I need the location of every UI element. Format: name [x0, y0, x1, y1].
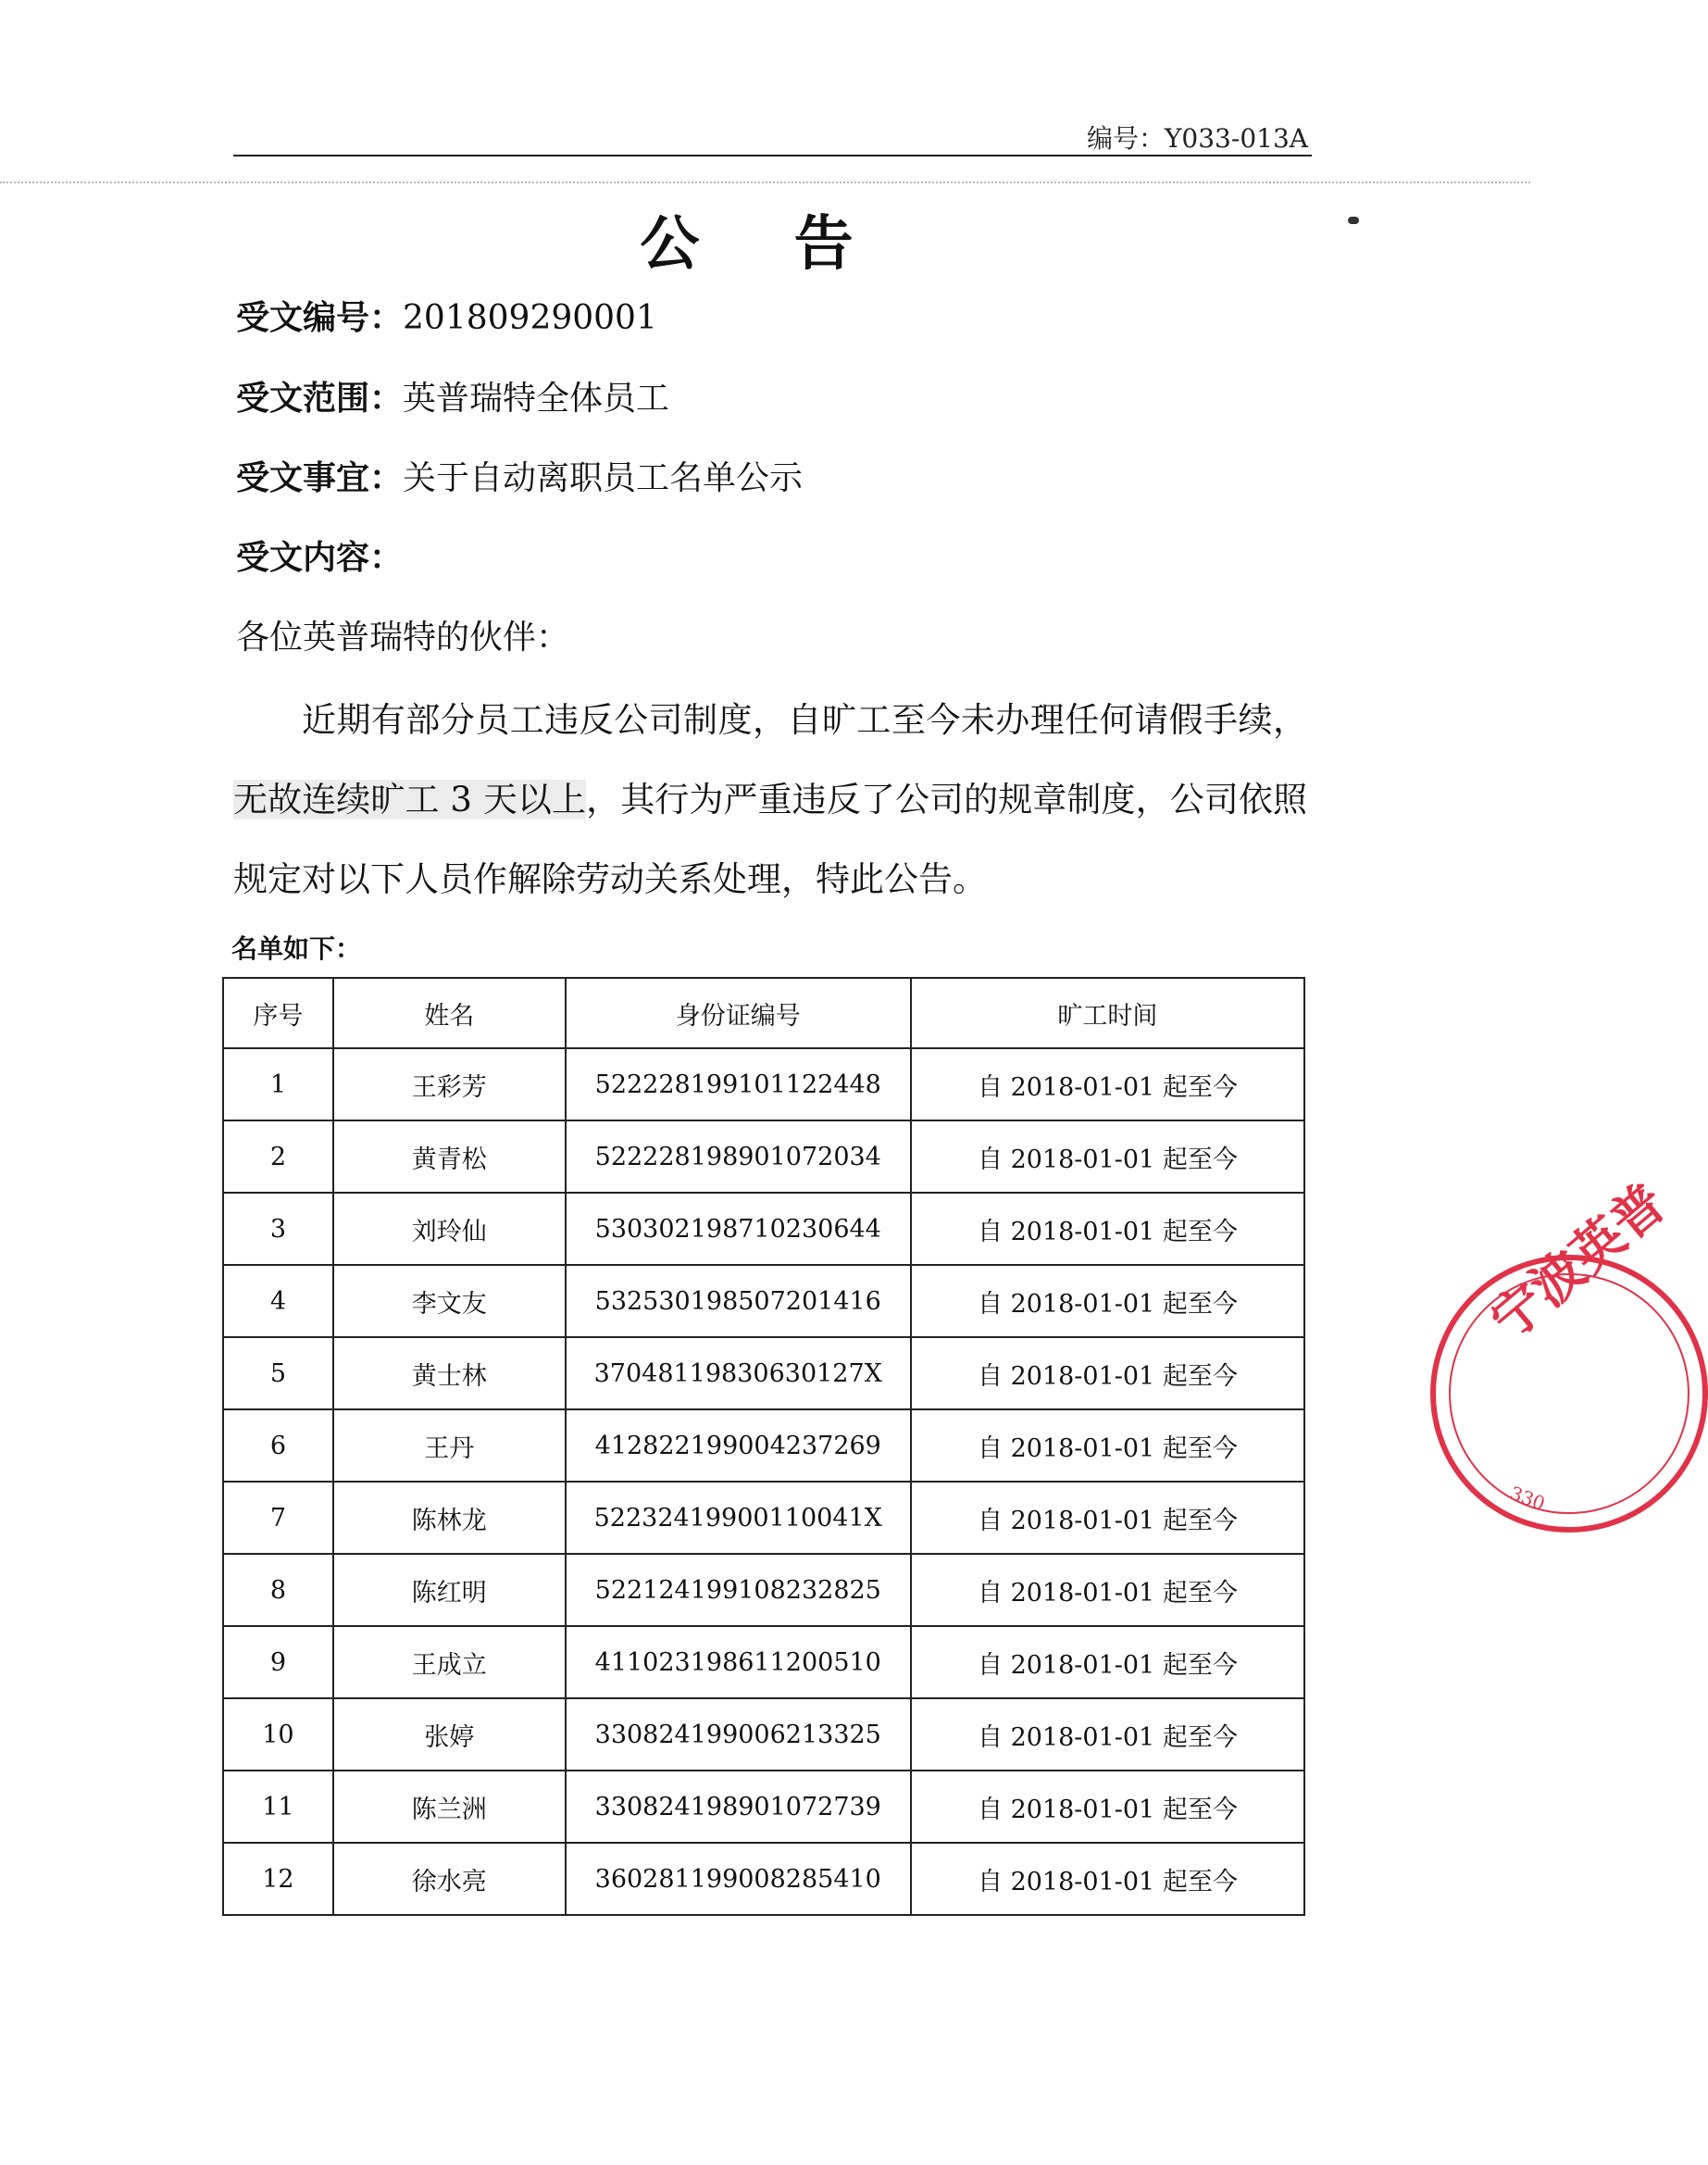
cell-absence-time: 自 2018-01-01 起至今 — [911, 1265, 1304, 1337]
scope-label: 受文范围： — [236, 380, 404, 418]
cell-name: 王成立 — [333, 1626, 566, 1698]
table-row — [223, 1843, 1304, 1915]
cell-absence-time: 自 2018-01-01 起至今 — [911, 1337, 1304, 1409]
cell-id-number: 37048119830630127X — [566, 1337, 911, 1409]
notice-title: 公 告 — [640, 210, 891, 279]
cell-no: 8 — [223, 1554, 333, 1626]
table-body — [223, 1048, 1304, 1915]
cell-id-number: 522124199108232825 — [566, 1554, 911, 1626]
header-absence-time: 旷工时间 — [911, 978, 1304, 1048]
scope-value: 英普瑞特全体员工 — [403, 380, 670, 418]
cell-id-number: 330824198901072739 — [566, 1771, 911, 1843]
cell-name: 黄士林 — [333, 1337, 566, 1409]
seal-text: 宁波英普 — [1479, 1172, 1678, 1352]
cell-name: 陈兰洲 — [333, 1771, 566, 1843]
cell-name: 陈林龙 — [333, 1482, 566, 1554]
cell-name: 王丹 — [333, 1409, 566, 1482]
table-row — [223, 1193, 1304, 1265]
employee-table — [222, 977, 1305, 1916]
cell-id-number: 522228198901072034 — [566, 1120, 911, 1193]
table-row — [223, 1698, 1304, 1771]
cell-id-number: 530302198710230644 — [566, 1193, 911, 1265]
header-rule — [233, 155, 1312, 156]
greeting: 各位英普瑞特的伙伴： — [236, 619, 570, 657]
table-row — [223, 1048, 1304, 1120]
cell-no: 9 — [223, 1626, 333, 1698]
cell-absence-time: 自 2018-01-01 起至今 — [911, 1482, 1304, 1554]
cell-name: 刘玲仙 — [333, 1193, 566, 1265]
seal-number: 330 — [1507, 1482, 1549, 1515]
table-row — [223, 1337, 1304, 1409]
cell-id-number: 412822199004237269 — [566, 1409, 911, 1482]
table-header-row — [223, 978, 1304, 1048]
cell-absence-time: 自 2018-01-01 起至今 — [911, 1843, 1304, 1915]
cell-name: 黄青松 — [333, 1120, 566, 1193]
cell-absence-time: 自 2018-01-01 起至今 — [911, 1409, 1304, 1482]
document-number: 编号：Y033-013A — [1086, 123, 1308, 154]
ref-no-value: 201809290001 — [403, 299, 657, 337]
cell-absence-time: 自 2018-01-01 起至今 — [911, 1698, 1304, 1771]
subject-label: 受文事宜： — [236, 459, 404, 497]
ref-no-label: 受文编号： — [236, 299, 404, 337]
content-field — [236, 532, 403, 579]
cell-no: 7 — [223, 1482, 333, 1554]
cell-id-number: 52232419900110041X — [566, 1482, 911, 1554]
notice-paragraph — [233, 681, 1307, 920]
table-row — [223, 1554, 1304, 1626]
cell-absence-time: 自 2018-01-01 起至今 — [911, 1120, 1304, 1193]
cell-absence-time: 自 2018-01-01 起至今 — [911, 1554, 1304, 1626]
cell-id-number: 330824199006213325 — [566, 1698, 911, 1771]
cell-no: 6 — [223, 1409, 333, 1482]
cell-name: 徐水亮 — [333, 1843, 566, 1915]
list-caption: 名单如下： — [231, 933, 362, 964]
table-row — [223, 1771, 1304, 1843]
cell-name: 李文友 — [333, 1265, 566, 1337]
table-row — [223, 1120, 1304, 1193]
cell-id-number: 532530198507201416 — [566, 1265, 911, 1337]
cell-absence-time: 自 2018-01-01 起至今 — [911, 1048, 1304, 1120]
cell-id-number: 522228199101122448 — [566, 1048, 911, 1120]
cell-name: 张婷 — [333, 1698, 566, 1771]
cell-no: 3 — [223, 1193, 333, 1265]
subject-value: 关于自动离职员工名单公示 — [403, 459, 804, 497]
cell-name: 王彩芳 — [333, 1048, 566, 1120]
cell-no: 4 — [223, 1265, 333, 1337]
company-seal — [1430, 1172, 1708, 1533]
content-label: 受文内容： — [236, 539, 404, 577]
scope-field — [236, 372, 669, 419]
paragraph-part-2: ，其行为严重违反了公司的规章制度，公司依照规定对以下人员作解除劳动关系处理，特此公告。 — [233, 780, 1308, 899]
cell-absence-time: 自 2018-01-01 起至今 — [911, 1771, 1304, 1843]
cell-no: 1 — [223, 1048, 333, 1120]
cell-name: 陈红明 — [333, 1554, 566, 1626]
cell-no: 10 — [223, 1698, 333, 1771]
table-row — [223, 1409, 1304, 1482]
scan-artifact-line — [0, 181, 1530, 183]
cell-id-number: 360281199008285410 — [566, 1843, 911, 1915]
header-no: 序号 — [223, 978, 333, 1048]
paragraph-part-1: 近期有部分员工违反公司制度，自旷工至今未办理任何请假手续， — [302, 700, 1307, 740]
cell-no: 5 — [223, 1337, 333, 1409]
cell-absence-time: 自 2018-01-01 起至今 — [911, 1626, 1304, 1698]
header-id-number: 身份证编号 — [566, 978, 911, 1048]
header-name: 姓名 — [333, 978, 566, 1048]
paragraph-highlight: 无故连续旷工 3 天以上 — [233, 780, 587, 820]
cell-no: 2 — [223, 1120, 333, 1193]
table-row — [223, 1626, 1304, 1698]
cell-no: 11 — [223, 1771, 333, 1843]
table-row — [223, 1482, 1304, 1554]
cell-id-number: 411023198611200510 — [566, 1626, 911, 1698]
cell-no: 12 — [223, 1843, 333, 1915]
subject-field — [236, 452, 803, 499]
table-row — [223, 1265, 1304, 1337]
ref-no-field — [236, 292, 657, 339]
cell-absence-time: 自 2018-01-01 起至今 — [911, 1193, 1304, 1265]
